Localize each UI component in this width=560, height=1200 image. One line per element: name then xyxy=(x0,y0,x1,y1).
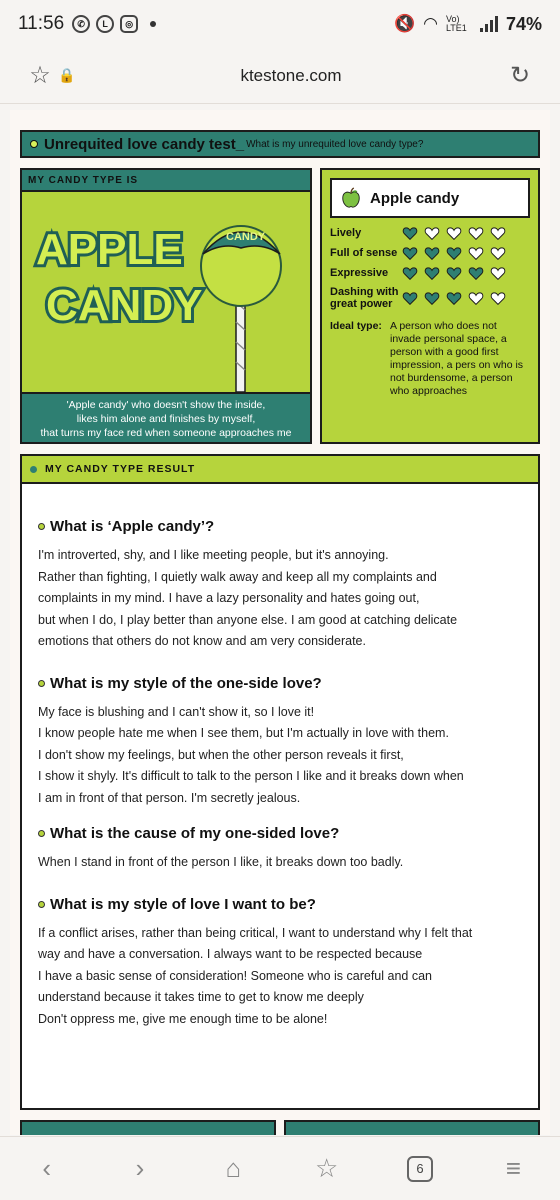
status-time: 11:56 xyxy=(18,13,65,34)
heart-empty-icon xyxy=(446,226,462,240)
result-body xyxy=(22,484,538,1030)
ideal-type-text: A person who does not invade personal space, a person with a good first impression, a pers on who is not burdensome, a person who approaches xyxy=(390,320,524,397)
answer-line: When I stand in front of the person I like, it breaks down too badly. xyxy=(38,855,404,869)
bookmarks-icon[interactable]: ☆ xyxy=(314,1153,339,1183)
stat-hearts xyxy=(402,226,506,240)
heart-empty-icon xyxy=(468,291,484,305)
section-answer xyxy=(38,852,524,874)
heart-empty-icon xyxy=(490,226,506,240)
result-heading-text: MY CANDY TYPE RESULT xyxy=(45,463,196,475)
answer-line: I have a basic sense of consideration! Someone who is careful and can xyxy=(38,968,432,983)
heart-filled-icon xyxy=(446,291,462,305)
section-question xyxy=(38,675,524,692)
answer-line: My face is blushing and I can't show it, so I love it! xyxy=(38,704,315,719)
forward-icon[interactable]: › xyxy=(135,1153,145,1183)
system-icons xyxy=(394,14,542,35)
heart-filled-icon xyxy=(402,291,418,305)
test-title: Unrequited love candy test_ xyxy=(44,135,245,153)
title-bullet-icon xyxy=(30,140,38,148)
bullet-icon xyxy=(38,523,45,530)
heart-filled-icon xyxy=(424,246,440,260)
bookmark-star-icon[interactable]: ☆ xyxy=(29,62,51,89)
question-text: What is ‘Apple candy’? xyxy=(50,518,215,535)
answer-line: I know people hate me when I see them, but I'm actually in love with them. xyxy=(38,726,449,740)
heart-filled-icon xyxy=(402,246,418,260)
heart-filled-icon xyxy=(402,266,418,280)
heart-empty-icon xyxy=(490,266,506,280)
result-bullet-icon xyxy=(30,466,37,473)
wrapper-label: CANDY xyxy=(226,231,266,243)
back-icon[interactable]: ‹ xyxy=(42,1153,51,1183)
stat-label: Dashing with great power xyxy=(330,286,399,310)
mute-icon: 🔇 xyxy=(393,14,416,33)
result-box xyxy=(20,454,540,1110)
stat-hearts xyxy=(402,291,506,305)
question-text: What is my style of love I want to be? xyxy=(50,895,316,913)
heart-filled-icon xyxy=(446,246,462,260)
whatsapp-icon: ✆ xyxy=(72,15,90,33)
stat-row xyxy=(330,246,530,260)
heart-empty-icon xyxy=(424,226,440,240)
network-label: Vo) LTE1 xyxy=(445,14,467,33)
ideal-type-label: Ideal type: xyxy=(330,320,382,332)
answer-line: but when I do, I play better than anyone else. I am good at catching delicate xyxy=(38,612,458,627)
question-text: What is the cause of my one-sided love? xyxy=(50,825,340,842)
heart-filled-icon xyxy=(468,266,484,280)
heart-filled-icon xyxy=(446,266,462,280)
candy-short-description xyxy=(22,392,310,442)
url-text[interactable]: ktestone.com xyxy=(240,65,342,85)
candy-name: Apple candy xyxy=(370,189,460,207)
section-question xyxy=(38,825,524,842)
heart-filled-icon xyxy=(424,266,440,280)
stat-row xyxy=(330,226,530,240)
bullet-icon xyxy=(38,901,45,908)
next-panel-left xyxy=(20,1120,276,1135)
heart-filled-icon xyxy=(424,291,440,305)
answer-line: way and have a conversation. I always want to be respected because xyxy=(38,947,423,961)
menu-icon[interactable]: ≡ xyxy=(505,1153,521,1183)
instagram-icon: ◎ xyxy=(120,15,138,33)
browser-url-bar xyxy=(0,48,560,104)
next-panels-peek xyxy=(20,1120,540,1135)
candy-type-heading: MY CANDY TYPE IS xyxy=(22,170,310,192)
stat-hearts xyxy=(402,246,506,260)
heart-empty-icon xyxy=(468,246,484,260)
answer-line: I don't show my feelings, but when the other person reveals it first, xyxy=(38,747,404,762)
heart-empty-icon xyxy=(490,246,506,260)
answer-line: Don't oppress me, give me enough time to be alone! xyxy=(38,1011,328,1026)
home-icon[interactable]: ⌂ xyxy=(225,1153,242,1183)
art-word-candy: CANDY xyxy=(46,281,203,330)
heart-empty-icon xyxy=(490,291,506,305)
bullet-icon xyxy=(38,680,45,687)
section-question xyxy=(38,518,524,535)
section-answer xyxy=(38,545,524,653)
candy-desc-line: likes him alone and finishes by myself, xyxy=(76,413,256,425)
stat-label: Lively xyxy=(330,227,362,239)
notification-icons xyxy=(72,15,156,33)
stat-label: Expressive xyxy=(330,267,389,279)
result-heading xyxy=(22,456,538,484)
candy-row xyxy=(20,168,540,444)
stat-row xyxy=(330,266,530,280)
heart-empty-icon xyxy=(468,226,484,240)
heart-filled-icon xyxy=(402,226,418,240)
stat-label: Full of sense xyxy=(330,247,398,259)
question-text: What is my style of the one-side love? xyxy=(50,674,322,692)
candy-type-panel xyxy=(20,168,312,444)
line-icon: L xyxy=(96,15,114,33)
answer-line: I'm introverted, shy, and I like meeting people, but it's annoying. xyxy=(38,548,389,562)
candy-name-box xyxy=(330,178,530,218)
lock-icon[interactable]: 🔒 xyxy=(58,67,76,83)
battery-percent: 74% xyxy=(505,13,542,34)
stat-hearts xyxy=(402,266,506,280)
more-notifications-icon xyxy=(150,21,156,27)
signal-icon xyxy=(480,16,498,32)
apple-candy-illustration xyxy=(22,192,310,392)
section-answer xyxy=(38,923,524,1031)
tabs-count: 6 xyxy=(407,1156,433,1182)
answer-line: If a conflict arises, rather than being critical, I want to understand why I felt that xyxy=(38,925,473,940)
answer-line: I show it shyly. It's difficult to talk to the person I like and it breaks down when xyxy=(38,769,464,783)
stats-list xyxy=(330,226,530,310)
section-answer xyxy=(38,702,524,810)
wifi-icon: ◠ xyxy=(423,14,438,33)
section-question xyxy=(38,896,524,913)
answer-line: emotions that others do not know and am very considerate. xyxy=(38,634,366,648)
reload-icon[interactable]: ↻ xyxy=(509,62,531,89)
tabs-button[interactable] xyxy=(396,1145,444,1193)
candy-stats-panel xyxy=(320,168,540,444)
stat-row xyxy=(330,286,530,310)
answer-line: complaints in my mind. I have a lazy personality and hates going out, xyxy=(38,591,420,605)
candy-desc-line: that turns my face red when someone approaches me xyxy=(40,427,292,439)
test-frame xyxy=(20,130,540,1026)
browser-nav-bar xyxy=(0,1136,560,1200)
answer-line: understand because it takes time to get to know me deeply xyxy=(38,990,364,1004)
test-subtitle: What is my unrequited love candy type? xyxy=(246,138,424,150)
apple-icon xyxy=(340,187,362,209)
candy-desc-line: 'Apple candy' who doesn't show the inside, xyxy=(66,399,266,411)
test-title-strip xyxy=(20,130,540,158)
answer-line: I am in front of that person. I'm secretly jealous. xyxy=(38,790,301,805)
page-content xyxy=(10,110,550,1135)
next-panel-right xyxy=(284,1120,540,1135)
art-word-apple: APPLE xyxy=(36,225,183,274)
ideal-type xyxy=(330,320,530,398)
answer-line: Rather than fighting, I quietly walk away and keep all my complaints and xyxy=(38,569,437,584)
bullet-icon xyxy=(38,830,45,837)
status-bar xyxy=(0,0,560,48)
